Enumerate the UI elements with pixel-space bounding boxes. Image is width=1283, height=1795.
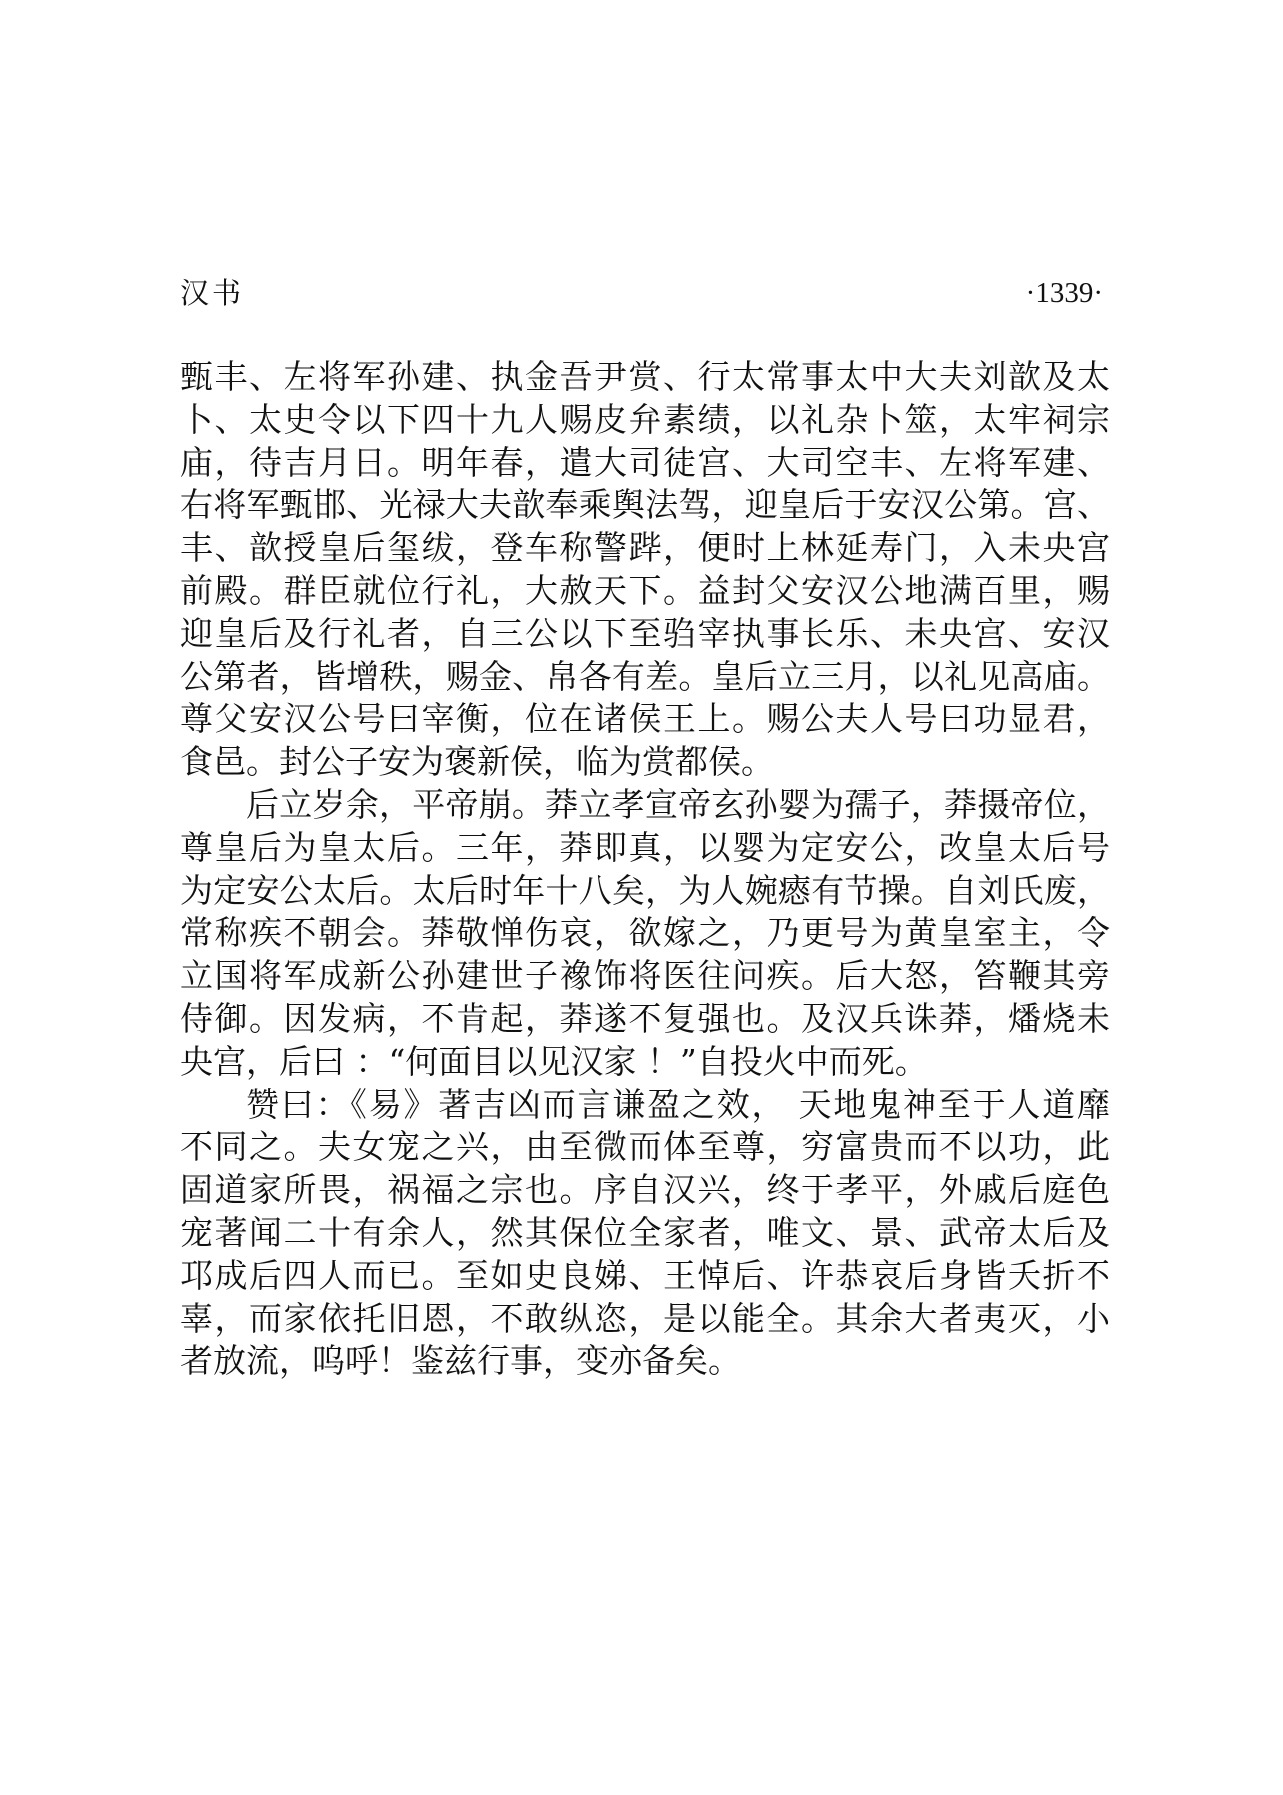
text-line: 右将军甄邯、光禄大夫歆奉乘舆法驾，迎皇后于安汉公第。宫、 (180, 485, 1110, 525)
text-line: 甄丰、左将军孙建、执金吾尹赏、行太常事太中大夫刘歆及太 (180, 357, 1110, 396)
text-line: 辜，而家依托旧恩，不敢纵恣，是以能全。其余大者夷灭，小 (180, 1298, 1110, 1338)
text-line: 固道家所畏，祸福之宗也。序自汉兴，终于孝平，外戚后庭色 (180, 1170, 1110, 1210)
book-title: 汉书 (180, 276, 245, 310)
text-line: 丰、歆授皇后玺绂，登车称警跸，便时上林延寿门，入未央宫 (180, 528, 1110, 568)
text-line: 常称疾不朝会。莽敬惮伤哀，欲嫁之，乃更号为黄皇室主，令 (180, 913, 1110, 953)
text-line: 宠著闻二十有余人，然其保位全家者，唯文、景、武帝太后及 (180, 1212, 1110, 1252)
text-line: 邛成后四人而已。至如史良娣、王悼后、许恭哀后身皆夭折不 (180, 1255, 1110, 1295)
text-line: 前殿。群臣就位行礼，大赦天下。益封父安汉公地满百里，赐 (180, 570, 1110, 610)
text-line: 不同之。夫女宠之兴，由至微而体至尊，穷富贵而不以功，此 (180, 1127, 1110, 1167)
text-line: 庙，待吉月日。明年春，遣大司徒宫、大司空丰、左将军建、 (180, 442, 1110, 482)
text-line: 者放流，呜呼！鉴兹行事，变亦备矣。 (180, 1341, 741, 1381)
text-line: 央宫，后曰 ：“何面目以见汉家 ！”自投火中而死。 (180, 1041, 928, 1081)
text-line: 食邑。封公子安为褒新侯，临为赏都侯。 (180, 742, 774, 782)
text-line: 为定安公太后。太后时年十八矣，为人婉瘱有节操。自刘氏废， (180, 870, 1110, 910)
text-line: 尊皇后为皇太后。三年，莽即真，以婴为定安公，改皇太后号 (180, 827, 1110, 867)
text-line: 尊父安汉公号曰宰衡，位在诸侯王上。赐公夫人号曰功显君， (180, 699, 1110, 739)
text-line: 公第者，皆增秩，赐金、帛各有差。皇后立三月，以礼见高庙。 (180, 656, 1110, 696)
body-text (180, 356, 1110, 1383)
text-line: 侍御。因发病，不肯起，莽遂不复强也。及汉兵诛莽，燔烧未 (180, 998, 1110, 1038)
text-line: 后立岁余，平帝崩。莽立孝宣帝玄孙婴为孺子，莽摄帝位， (246, 784, 1110, 824)
page-number: ·1339· (1025, 277, 1103, 309)
text-line: 卜、太史令以下四十九人赐皮弁素绩，以礼杂卜筮，太牢祠宗 (180, 399, 1110, 439)
page-header (180, 268, 1103, 318)
text-line: 赞曰：《易》著吉凶而言谦盈之效， 天地鬼神至于人道靡 (246, 1084, 1110, 1124)
text-line: 立国将军成新公孙建世子襐饰将医往问疾。后大怒，笞鞭其旁 (180, 956, 1110, 996)
text-line: 迎皇后及行礼者，自三公以下至驺宰执事长乐、未央宫、安汉 (180, 613, 1110, 653)
